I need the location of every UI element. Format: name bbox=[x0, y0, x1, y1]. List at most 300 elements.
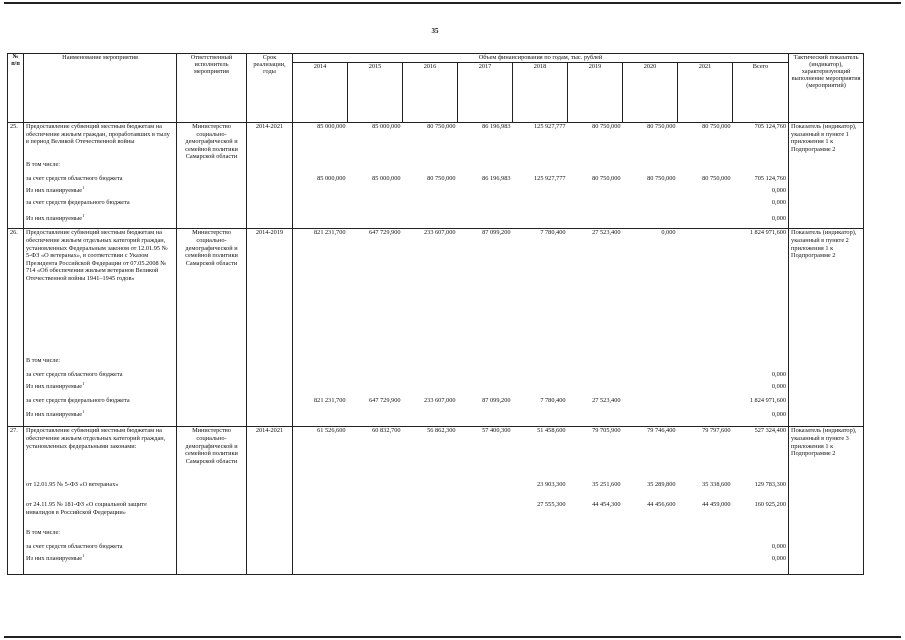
year-amount: 85 000,000 bbox=[348, 123, 403, 161]
tactical-indicator: Показатель (индикатор), указанный в пункте 3 приложения 1 к Подпрограмме 2 bbox=[789, 427, 864, 481]
year-amount bbox=[568, 215, 623, 229]
year-amount: 27 523,400 bbox=[592, 396, 621, 404]
header-year: 2019 bbox=[568, 63, 623, 123]
tactical-indicator: Показатель (индикатор), указанный в пункте 1 приложения 1 к Подпрограмме 2 bbox=[789, 123, 864, 161]
responsible-executor: Министерство социально-демографической и семейной политики Самарской области bbox=[177, 427, 247, 481]
year-amount: 87 099,200 bbox=[482, 396, 511, 404]
row-number bbox=[8, 371, 24, 383]
footnote-mark: 1 bbox=[82, 184, 85, 190]
total-amount: 705 124,760 bbox=[733, 123, 789, 161]
row-number bbox=[8, 383, 24, 397]
implementation-term: 2014-2021 bbox=[247, 427, 293, 481]
year-amount bbox=[678, 199, 733, 215]
measure-name bbox=[24, 552, 177, 575]
table-row bbox=[8, 383, 864, 397]
year-amount bbox=[293, 543, 348, 555]
total-amount: 0,000 bbox=[733, 383, 789, 397]
measure-name bbox=[24, 175, 177, 187]
year-amount bbox=[348, 199, 403, 215]
year-amount bbox=[568, 411, 623, 427]
year-amount bbox=[623, 161, 678, 175]
responsible-executor bbox=[177, 543, 247, 555]
year-amount bbox=[403, 501, 458, 529]
tactical-indicator bbox=[789, 161, 864, 175]
table-header-row bbox=[8, 54, 864, 63]
year-amount: 233 607,000 bbox=[403, 229, 458, 357]
bottom-border-line bbox=[4, 636, 901, 638]
implementation-term bbox=[247, 175, 293, 187]
year-amount: 7 780,400 bbox=[513, 229, 568, 357]
responsible-executor bbox=[177, 187, 247, 199]
table-row bbox=[8, 357, 864, 371]
year-amount bbox=[293, 161, 348, 175]
year-amount: 80 750,000 bbox=[702, 174, 731, 182]
top-border-line bbox=[4, 2, 901, 4]
row-number: 25. bbox=[8, 123, 24, 161]
year-amount bbox=[678, 371, 733, 383]
total-amount: 160 925,200 bbox=[733, 501, 789, 529]
year-amount bbox=[458, 501, 513, 529]
year-amount bbox=[678, 529, 733, 543]
year-amount bbox=[403, 529, 458, 543]
table-row bbox=[8, 555, 864, 575]
year-amount bbox=[403, 481, 458, 501]
year-amount bbox=[403, 357, 458, 371]
row-number bbox=[8, 187, 24, 199]
year-amount bbox=[568, 383, 623, 397]
implementation-term bbox=[247, 481, 293, 501]
year-amount: 87 099,200 bbox=[458, 229, 513, 357]
year-amount bbox=[623, 357, 678, 371]
measure-row bbox=[8, 427, 864, 481]
responsible-executor bbox=[177, 175, 247, 187]
measure-name-text: Предоставление субвенций местным бюджетам на обеспечение жильем отдельных категорий граждан, установленных федеральными законами: bbox=[26, 427, 166, 450]
year-amount: 27 523,400 bbox=[568, 229, 623, 357]
measure-name bbox=[24, 357, 177, 371]
year-amount bbox=[403, 543, 458, 555]
implementation-term bbox=[247, 215, 293, 229]
year-amount: 80 750,000 bbox=[427, 174, 456, 182]
year-amount bbox=[623, 215, 678, 229]
responsible-executor bbox=[177, 383, 247, 397]
implementation-term bbox=[247, 383, 293, 397]
row-number: 27. bbox=[8, 427, 24, 481]
measure-name-text: за счет средств областного бюджета bbox=[26, 174, 123, 182]
total-amount bbox=[733, 161, 789, 175]
year-amount bbox=[293, 481, 348, 501]
implementation-term bbox=[247, 555, 293, 575]
footnote-mark: 1 bbox=[82, 212, 85, 218]
implementation-term bbox=[247, 371, 293, 383]
implementation-term bbox=[247, 199, 293, 215]
measure-name bbox=[24, 501, 177, 529]
tactical-indicator bbox=[789, 187, 864, 199]
year-amount bbox=[568, 555, 623, 575]
implementation-term bbox=[247, 411, 293, 427]
year-amount bbox=[678, 161, 733, 175]
year-amount bbox=[403, 187, 458, 199]
row-number bbox=[8, 411, 24, 427]
year-amount bbox=[678, 383, 733, 397]
table-row bbox=[8, 161, 864, 175]
table-row bbox=[8, 175, 864, 187]
footnote-mark: 1 bbox=[82, 552, 85, 558]
header-year: 2016 bbox=[403, 63, 458, 123]
year-amount: 85 000,000 bbox=[293, 123, 348, 161]
measure-name bbox=[24, 229, 177, 357]
responsible-executor: Министерство социально-демографической и семейной политики Самарской области bbox=[177, 229, 247, 357]
header-indicator: Тактический показатель (индикатор), характеризующий выполнение мероприятия (мероприятий) bbox=[789, 54, 864, 123]
year-amount bbox=[293, 215, 348, 229]
year-amount: 0,000 bbox=[623, 229, 678, 357]
table-row bbox=[8, 397, 864, 411]
year-amount: 821 231,700 bbox=[293, 229, 348, 357]
tactical-indicator bbox=[789, 555, 864, 575]
year-amount: 44 459,000 bbox=[702, 500, 731, 508]
total-amount: 705 124,760 bbox=[733, 175, 789, 187]
year-amount bbox=[293, 411, 348, 427]
measure-name-text: Из них планируемые bbox=[26, 382, 83, 390]
responsible-executor bbox=[177, 501, 247, 529]
row-number: 26. bbox=[8, 229, 24, 357]
total-amount: 0,000 bbox=[733, 371, 789, 383]
year-amount bbox=[513, 215, 568, 229]
year-amount bbox=[513, 383, 568, 397]
year-amount bbox=[458, 215, 513, 229]
total-amount: 0,000 bbox=[733, 411, 789, 427]
table-row bbox=[8, 371, 864, 383]
measure-name-text: Предоставление субвенций местным бюджетам на обеспечение жильем граждан, проработавших в тылу в период Великой Отечественной войны bbox=[26, 123, 170, 146]
year-amount bbox=[568, 357, 623, 371]
year-amount bbox=[403, 383, 458, 397]
implementation-term: 2014-2021 bbox=[247, 123, 293, 161]
tactical-indicator bbox=[789, 175, 864, 187]
responsible-executor: Министерство социально-демографической и семейной политики Самарской области bbox=[177, 123, 247, 161]
tactical-indicator bbox=[789, 383, 864, 397]
year-amount bbox=[458, 555, 513, 575]
year-amount bbox=[293, 555, 348, 575]
header-year: 2021 bbox=[678, 63, 733, 123]
year-amount bbox=[513, 357, 568, 371]
year-amount bbox=[348, 411, 403, 427]
measure-name bbox=[24, 123, 177, 161]
year-amount bbox=[348, 371, 403, 383]
row-number bbox=[8, 529, 24, 543]
measure-name-text: от 24.11.95 № 181-ФЗ «О социальной защите инвалидов в Российской Федерации» bbox=[26, 500, 147, 516]
year-amount: 61 526,600 bbox=[293, 427, 348, 481]
year-amount bbox=[568, 161, 623, 175]
year-amount bbox=[678, 357, 733, 371]
year-amount bbox=[458, 543, 513, 555]
measure-name-text: В том числе: bbox=[26, 160, 61, 168]
year-amount bbox=[458, 411, 513, 427]
footnote-mark: 1 bbox=[82, 380, 85, 386]
measure-name-text: Из них планируемые bbox=[26, 214, 83, 222]
year-amount bbox=[348, 161, 403, 175]
measure-name bbox=[24, 543, 177, 555]
header-num: № п/п bbox=[8, 54, 24, 123]
year-amount bbox=[513, 187, 568, 199]
year-amount bbox=[623, 397, 678, 411]
year-amount: 51 458,600 bbox=[513, 427, 568, 481]
tactical-indicator bbox=[789, 371, 864, 383]
header-year: 2014 bbox=[293, 63, 348, 123]
year-amount: 80 750,000 bbox=[592, 174, 621, 182]
total-amount bbox=[733, 357, 789, 371]
implementation-term bbox=[247, 529, 293, 543]
row-number bbox=[8, 175, 24, 187]
year-amount bbox=[623, 383, 678, 397]
measure-name bbox=[24, 212, 177, 229]
tactical-indicator bbox=[789, 357, 864, 371]
year-amount bbox=[403, 215, 458, 229]
table-row bbox=[8, 481, 864, 501]
measure-name-text: В том числе: bbox=[26, 528, 61, 536]
table-row bbox=[8, 199, 864, 215]
row-number bbox=[8, 397, 24, 411]
year-amount bbox=[568, 199, 623, 215]
year-amount: 647 729,900 bbox=[348, 229, 403, 357]
year-amount bbox=[348, 555, 403, 575]
implementation-term bbox=[247, 357, 293, 371]
year-amount: 80 750,000 bbox=[403, 123, 458, 161]
total-amount: 0,000 bbox=[733, 555, 789, 575]
row-number bbox=[8, 543, 24, 555]
page-number: 35 bbox=[431, 27, 439, 35]
responsible-executor bbox=[177, 215, 247, 229]
year-amount bbox=[293, 371, 348, 383]
year-amount bbox=[403, 371, 458, 383]
year-amount bbox=[623, 371, 678, 383]
year-amount bbox=[293, 187, 348, 199]
tactical-indicator bbox=[789, 411, 864, 427]
year-amount: 821 231,700 bbox=[314, 396, 346, 404]
year-amount: 85 000,000 bbox=[372, 174, 401, 182]
total-amount: 129 783,300 bbox=[733, 481, 789, 501]
tactical-indicator bbox=[789, 481, 864, 501]
year-amount bbox=[348, 215, 403, 229]
responsible-executor bbox=[177, 555, 247, 575]
year-amount bbox=[458, 383, 513, 397]
measure-name bbox=[24, 481, 177, 501]
row-number bbox=[8, 161, 24, 175]
year-amount bbox=[348, 529, 403, 543]
header-year: 2018 bbox=[513, 63, 568, 123]
total-amount: 0,000 bbox=[733, 199, 789, 215]
year-amount bbox=[513, 371, 568, 383]
responsible-executor bbox=[177, 357, 247, 371]
total-amount bbox=[733, 529, 789, 543]
year-amount bbox=[293, 357, 348, 371]
implementation-term bbox=[247, 501, 293, 529]
total-amount: 527 324,400 bbox=[733, 427, 789, 481]
total-amount: 0,000 bbox=[733, 215, 789, 229]
year-amount bbox=[403, 411, 458, 427]
measure-name-text: Из них планируемые bbox=[26, 186, 83, 194]
year-amount bbox=[678, 229, 733, 357]
year-amount: 23 903,300 bbox=[537, 480, 566, 488]
header-total: Всего bbox=[733, 63, 789, 123]
measure-name bbox=[24, 199, 177, 215]
year-amount bbox=[623, 411, 678, 427]
responsible-executor bbox=[177, 199, 247, 215]
total-amount: 1 824 971,600 bbox=[733, 397, 789, 411]
table-row bbox=[8, 215, 864, 229]
year-amount bbox=[623, 555, 678, 575]
tactical-indicator bbox=[789, 501, 864, 529]
measure-name-text: Из них планируемые bbox=[26, 554, 83, 562]
tactical-indicator bbox=[789, 529, 864, 543]
measure-name bbox=[24, 161, 177, 175]
year-amount: 647 729,900 bbox=[369, 396, 401, 404]
year-amount bbox=[458, 187, 513, 199]
year-amount bbox=[293, 529, 348, 543]
responsible-executor bbox=[177, 411, 247, 427]
measure-name bbox=[24, 184, 177, 199]
year-amount bbox=[568, 187, 623, 199]
responsible-executor bbox=[177, 371, 247, 383]
tactical-indicator bbox=[789, 397, 864, 411]
year-amount: 35 289,800 bbox=[647, 480, 676, 488]
year-amount: 86 196,983 bbox=[482, 174, 511, 182]
measure-name-text: от 12.01.95 № 5-ФЗ «О ветеранах» bbox=[26, 480, 119, 488]
measure-name-text: за счет средств областного бюджета bbox=[26, 370, 123, 378]
year-amount bbox=[678, 411, 733, 427]
year-amount bbox=[678, 215, 733, 229]
year-amount bbox=[623, 529, 678, 543]
measure-name bbox=[24, 371, 177, 383]
year-amount bbox=[513, 543, 568, 555]
header-term: Срок реализации, годы bbox=[247, 54, 293, 123]
year-amount bbox=[348, 383, 403, 397]
year-amount: 125 927,777 bbox=[513, 123, 568, 161]
tactical-indicator bbox=[789, 543, 864, 555]
measure-name bbox=[24, 529, 177, 543]
implementation-term bbox=[247, 161, 293, 175]
year-amount: 56 862,300 bbox=[403, 427, 458, 481]
measure-row bbox=[8, 229, 864, 357]
row-number bbox=[8, 215, 24, 229]
year-amount bbox=[623, 543, 678, 555]
measure-name bbox=[24, 380, 177, 397]
responsible-executor bbox=[177, 529, 247, 543]
total-amount: 0,000 bbox=[733, 187, 789, 199]
year-amount bbox=[293, 199, 348, 215]
year-amount bbox=[348, 543, 403, 555]
measure-name bbox=[24, 427, 177, 481]
year-amount: 80 750,000 bbox=[623, 123, 678, 161]
year-amount bbox=[403, 199, 458, 215]
year-amount bbox=[458, 371, 513, 383]
year-amount: 7 780,400 bbox=[540, 396, 566, 404]
implementation-term bbox=[247, 543, 293, 555]
year-amount bbox=[568, 371, 623, 383]
year-amount: 35 338,600 bbox=[702, 480, 731, 488]
financing-table bbox=[7, 53, 864, 575]
implementation-term bbox=[247, 397, 293, 411]
header-year: 2017 bbox=[458, 63, 513, 123]
total-amount: 1 824 971,600 bbox=[733, 229, 789, 357]
year-amount bbox=[348, 481, 403, 501]
table-row bbox=[8, 411, 864, 427]
tactical-indicator bbox=[789, 215, 864, 229]
measure-row bbox=[8, 123, 864, 161]
header-name: Наименование мероприятия bbox=[24, 54, 177, 123]
measure-name bbox=[24, 408, 177, 427]
year-amount: 86 196,983 bbox=[458, 123, 513, 161]
measure-name-text: Из них планируемые bbox=[26, 410, 83, 418]
footnote-mark: 1 bbox=[82, 408, 85, 414]
table-row bbox=[8, 543, 864, 555]
implementation-term bbox=[247, 187, 293, 199]
table-row bbox=[8, 501, 864, 529]
responsible-executor bbox=[177, 481, 247, 501]
year-amount: 233 607,000 bbox=[424, 396, 456, 404]
year-amount bbox=[678, 543, 733, 555]
row-number bbox=[8, 555, 24, 575]
year-amount bbox=[348, 187, 403, 199]
year-amount: 44 456,600 bbox=[647, 500, 676, 508]
year-amount: 57 400,300 bbox=[458, 427, 513, 481]
year-amount bbox=[293, 501, 348, 529]
year-amount bbox=[403, 555, 458, 575]
year-amount: 80 750,000 bbox=[678, 123, 733, 161]
year-amount bbox=[623, 187, 678, 199]
year-amount: 79 746,400 bbox=[623, 427, 678, 481]
year-amount bbox=[403, 161, 458, 175]
tactical-indicator bbox=[789, 199, 864, 215]
year-amount: 80 750,000 bbox=[647, 174, 676, 182]
header-executor: Ответственный исполнитель мероприятия bbox=[177, 54, 247, 123]
year-amount: 85 000,000 bbox=[317, 174, 346, 182]
row-number bbox=[8, 501, 24, 529]
measure-name bbox=[24, 397, 177, 411]
table-row bbox=[8, 529, 864, 543]
responsible-executor bbox=[177, 397, 247, 411]
year-amount bbox=[513, 199, 568, 215]
year-amount bbox=[513, 529, 568, 543]
year-amount: 27 555,300 bbox=[537, 500, 566, 508]
year-amount bbox=[513, 161, 568, 175]
table-row bbox=[8, 187, 864, 199]
measure-name-text: В том числе: bbox=[26, 356, 61, 364]
year-amount: 79 797,600 bbox=[678, 427, 733, 481]
year-amount bbox=[678, 397, 733, 411]
row-number bbox=[8, 481, 24, 501]
year-amount bbox=[513, 555, 568, 575]
year-amount: 35 251,600 bbox=[592, 480, 621, 488]
year-amount bbox=[678, 555, 733, 575]
header-financing: Объем финансирования по годам, тыс. рублей bbox=[293, 54, 789, 63]
header-year: 2020 bbox=[623, 63, 678, 123]
year-amount bbox=[623, 199, 678, 215]
table-body bbox=[8, 123, 864, 575]
row-number bbox=[8, 357, 24, 371]
year-amount bbox=[458, 481, 513, 501]
year-amount bbox=[458, 357, 513, 371]
implementation-term: 2014-2019 bbox=[247, 229, 293, 357]
year-amount bbox=[513, 411, 568, 427]
header-year: 2015 bbox=[348, 63, 403, 123]
total-amount: 0,000 bbox=[733, 543, 789, 555]
responsible-executor bbox=[177, 161, 247, 175]
measure-name-text: за счет средств областного бюджета bbox=[26, 542, 123, 550]
year-amount bbox=[458, 529, 513, 543]
measure-name-text: Предоставление субвенций местным бюджетам на обеспечение жильем отдельных категорий граждан, установленных Федеральным законом от 12.01.95 № 5-ФЗ «О ветеранах», в соответствии с Указом Президента Российской Федерации от 07.05.2008 № 714 «Об обеспечении жильем ветеранов Великой Отечественной войны 1941–1945 годов» bbox=[26, 229, 168, 283]
year-amount bbox=[458, 199, 513, 215]
year-amount bbox=[568, 529, 623, 543]
year-amount: 44 454,300 bbox=[592, 500, 621, 508]
